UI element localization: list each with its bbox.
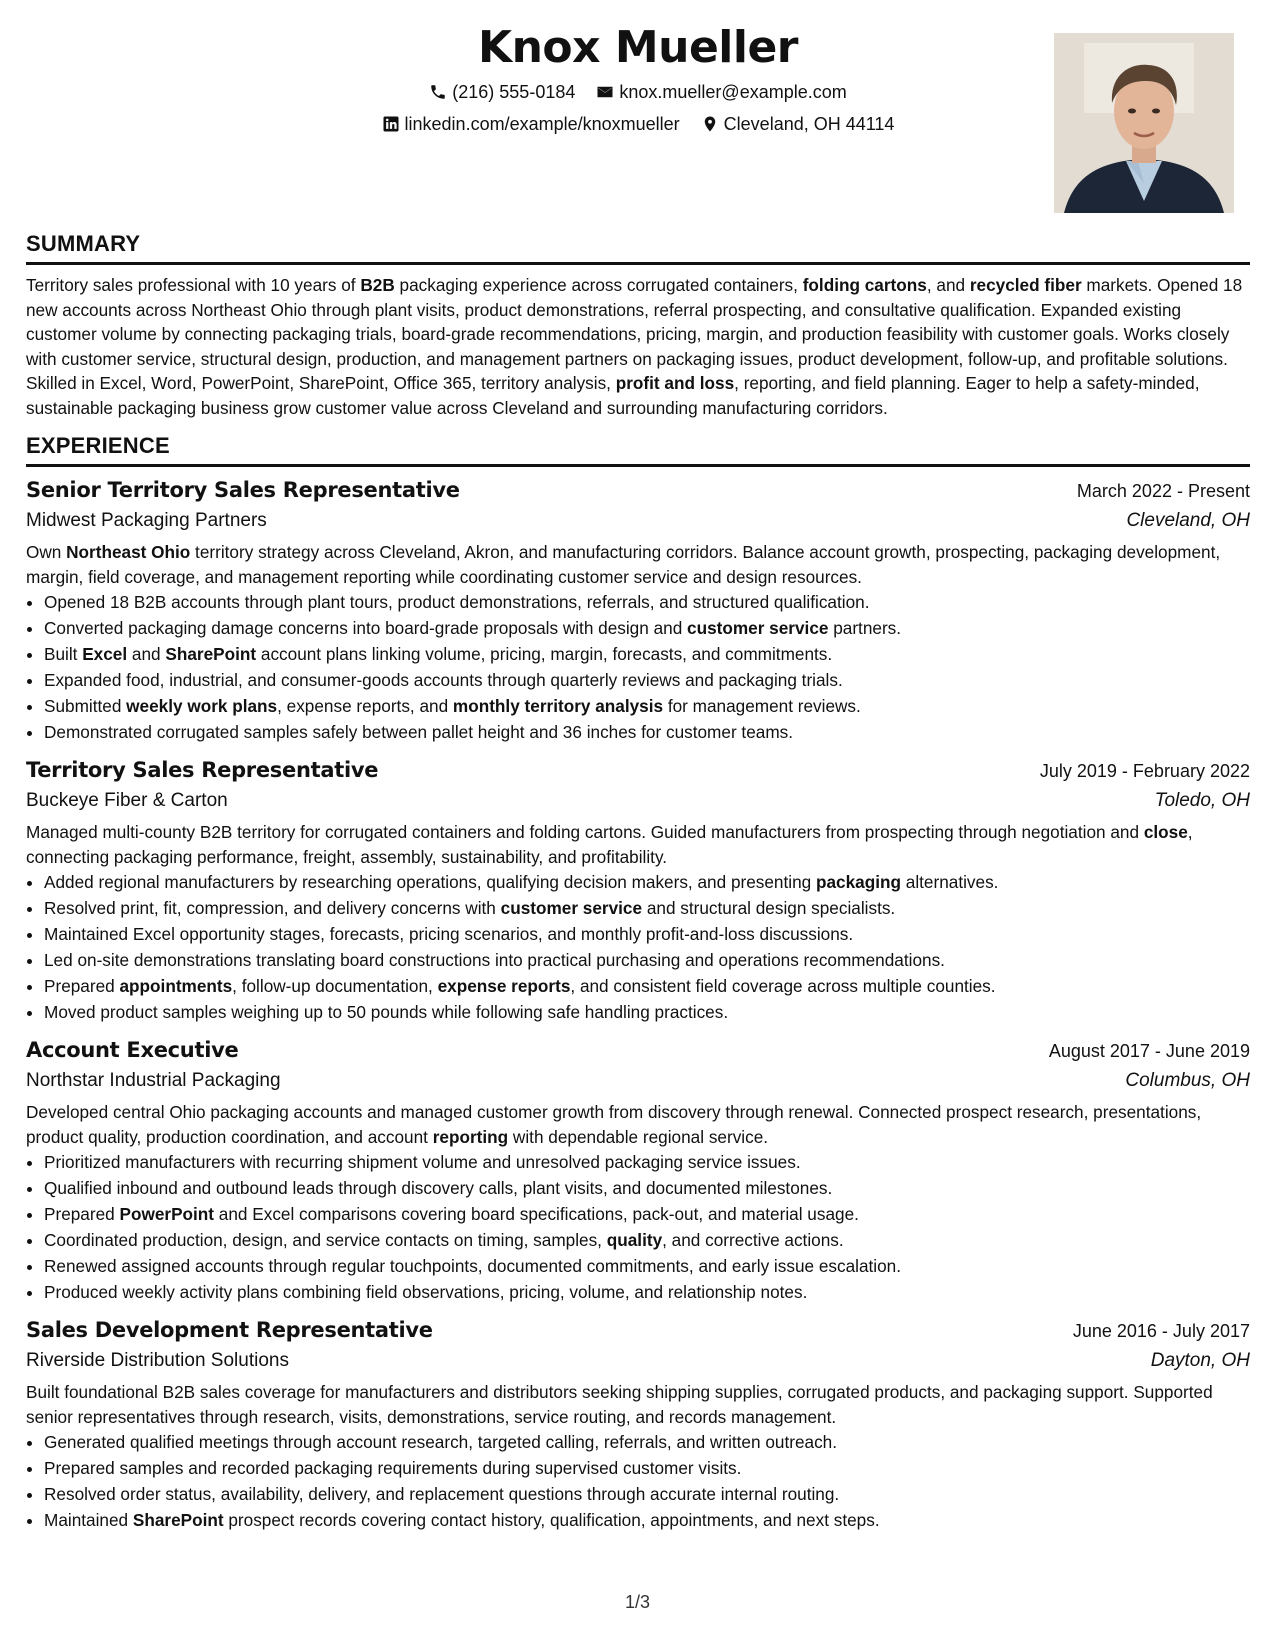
job-entry [26,1315,1250,1533]
job-bullets [26,1429,1250,1533]
bullet-item [44,589,1250,615]
bullet-item [44,667,1250,693]
emphasis-text: close [1143,822,1188,842]
emphasis-text: Northeast Ohio [66,542,191,562]
bullet-item [44,1507,1250,1533]
emphasis-text: customer service [687,618,829,638]
phone-icon [429,83,447,101]
job-entry [26,1035,1250,1305]
bullet-item [44,973,1250,999]
body-text: alternatives. [901,872,999,892]
emphasis-text: quality [606,1230,663,1250]
company-name: Northstar Industrial Packaging [26,1070,281,1091]
body-text: Maintained Excel opportunity stages, forecasts, pricing scenarios, and monthly profit-and-loss discussions. [44,924,854,944]
bullet-item [44,947,1250,973]
email-text: knox.mueller@example.com [619,82,847,102]
job-bullets [26,1149,1250,1305]
body-text: Led on-site demonstrations translating board constructions into practical purchasing and operations recommendations. [44,950,945,970]
body-text: Moved product samples weighing up to 50 pounds while following safe handling practices. [44,1002,729,1022]
emphasis-text: SharePoint [165,644,257,664]
body-text: account plans linking volume, pricing, margin, forecasts, and commitments. [256,644,833,664]
emphasis-text: PowerPoint [119,1204,215,1224]
summary-heading: SUMMARY [26,230,1250,265]
body-text: Demonstrated corrugated samples safely between pallet height and 36 inches for customer teams. [44,722,794,742]
body-text: territory strategy across Cleveland, Akron, and manufacturing corridors. Balance account growth, prospecting, packaging development, margin, field coverage, and management reporting while coordinating customer service and design resources. [26,542,1221,587]
body-text: Prioritized manufacturers with recurring shipment volume and unresolved packaging service issues. [44,1152,801,1172]
body-text: , follow-up documentation, [232,976,438,996]
body-text: Generated qualified meetings through account research, targeted calling, referrals, and written outreach. [44,1432,837,1452]
job-dates: July 2019 - February 2022 [1039,761,1250,781]
job-location: Columbus, OH [1125,1070,1250,1091]
location-contact [701,112,895,136]
body-text: Own [26,542,67,562]
body-text: Qualified inbound and outbound leads through discovery calls, plant visits, and documented milestones. [44,1178,833,1198]
resume-header [26,0,1250,218]
map-pin-icon [701,115,719,133]
bullet-item [44,869,1250,895]
job-entry [26,755,1250,1025]
bullet-item [44,921,1250,947]
emphasis-text: weekly work plans [126,696,278,716]
bullet-item [44,1429,1250,1455]
body-text: Managed multi-county B2B territory for corrugated containers and folding cartons. Guided manufacturers from prospecting through negotiation and [26,822,1144,842]
phone-contact[interactable] [429,80,575,104]
emphasis-text: appointments [119,976,233,996]
body-text: and Excel comparisons covering board specifications, pack-out, and material usage. [214,1204,859,1224]
experience-list [26,475,1250,1533]
body-text: Resolved print, fit, compression, and delivery concerns with [44,898,501,918]
emphasis-text: SharePoint [132,1510,224,1530]
linkedin-icon [382,115,400,133]
bullet-item [44,615,1250,641]
job-bullets [26,869,1250,1025]
envelope-icon [596,83,614,101]
email-contact[interactable] [596,80,846,104]
body-text: , and corrective actions. [662,1230,844,1250]
body-text: with dependable regional service. [508,1126,769,1147]
body-text: Expanded food, industrial, and consumer-goods accounts through quarterly reviews and packaging trials. [44,670,843,690]
emphasis-text: reporting [432,1126,509,1147]
body-text: Developed central Ohio packaging accounts and managed customer growth from discovery through renewal. Connected prospect research, presentations, product quality, production coordination, and account [26,1102,1202,1147]
body-text: and [127,644,166,664]
job-dates: August 2017 - June 2019 [1048,1041,1250,1061]
emphasis-text: expense reports [437,976,571,996]
bullet-item [44,1481,1250,1507]
body-text: Converted packaging damage concerns into board-grade proposals with design and [44,618,688,638]
body-text: packaging experience across corrugated containers, [394,275,803,295]
body-text: Renewed assigned accounts through regular touchpoints, documented commitments, and early issue escalation. [44,1256,901,1276]
body-text: Prepared samples and recorded packaging requirements during supervised customer visits. [44,1458,742,1478]
job-location: Toledo, OH [1154,790,1250,811]
candidate-name: Knox Mueller [477,22,798,73]
body-text: Built foundational B2B sales coverage for manufacturers and distributors seeking shipping supplies, corrugated products, and packaging support. Supported senior representatives through research, visits, demonstrations, service routing, and records management. [26,1382,1213,1427]
location-text: Cleveland, OH 44114 [723,114,895,134]
bullet-item [44,693,1250,719]
job-location: Cleveland, OH [1126,510,1250,531]
body-text: markets. Opened 18 new accounts across Northeast Ohio through plant visits, product demonstrations, referral prospecting, and consultative qualification. Expanded existing customer volume by connecting packaging trials, board-grade recommendations, pricing, margin, and production feasibility with customer goals. Works closely with customer service, structural design, production, and management partners on packaging issues, product development, follow-up, and profitable solutions. Skilled in Excel, Word, PowerPoint, SharePoint, Office 365, territory analysis, [26,275,1243,393]
company-name: Buckeye Fiber & Carton [26,790,228,811]
linkedin-text: linkedin.com/example/knoxmueller [404,114,680,134]
job-title: Account Executive [26,1038,239,1062]
profile-photo [1054,33,1234,213]
body-text: prospect records covering contact history, qualification, appointments, and next steps. [223,1510,880,1530]
experience-heading: EXPERIENCE [26,432,1250,467]
job-location: Dayton, OH [1150,1350,1250,1371]
body-text: Prepared [44,976,120,996]
body-text: Maintained [44,1510,133,1530]
bullet-item [44,719,1250,745]
job-description [26,1380,1250,1429]
body-text: , and consistent field coverage across multiple counties. [570,976,996,996]
body-text: , and [926,275,970,295]
page-indicator: 1/3 [624,1592,651,1612]
job-title: Senior Territory Sales Representative [26,478,460,502]
summary-text [26,273,1250,420]
body-text: Coordinated production, design, and service contacts on timing, samples, [44,1230,607,1250]
emphasis-text: customer service [500,898,643,918]
emphasis-text: Excel [82,644,128,664]
bullet-item [44,999,1250,1025]
body-text: Territory sales professional with 10 years of [26,275,361,295]
body-text: Prepared [44,1204,120,1224]
bullet-item [44,641,1250,667]
emphasis-text: profit and loss [615,373,735,393]
bullet-item [44,1149,1250,1175]
job-bullets [26,589,1250,745]
body-text: , expense reports, and [277,696,453,716]
body-text: Produced weekly activity plans combining field observations, pricing, volume, and relationship notes. [44,1282,808,1302]
body-text: and structural design specialists. [642,898,896,918]
job-entry [26,475,1250,745]
emphasis-text: B2B [360,275,395,295]
job-description [26,1100,1250,1149]
body-text: Resolved order status, availability, delivery, and replacement questions through accurate internal routing. [44,1484,840,1504]
company-name: Midwest Packaging Partners [26,510,267,531]
bullet-item [44,1175,1250,1201]
job-title: Territory Sales Representative [26,758,379,782]
body-text: for management reviews. [663,696,861,716]
emphasis-text: folding cartons [802,275,927,295]
job-title: Sales Development Representative [26,1318,433,1342]
body-text: Submitted [44,696,127,716]
phone-text: (216) 555-0184 [452,82,576,102]
emphasis-text: packaging [815,872,901,892]
emphasis-text: monthly territory analysis [452,696,664,716]
job-dates: March 2022 - Present [1076,481,1250,501]
body-text: , connecting packaging performance, freight, assembly, sustainability, and profitability. [26,822,1193,867]
body-text: Built [44,644,83,664]
bullet-item [44,1279,1250,1305]
body-text: partners. [828,618,902,638]
portrait-image [1054,33,1234,213]
job-dates: June 2016 - July 2017 [1072,1321,1250,1341]
body-text: , reporting, and field planning. Eager to help a safety-minded, sustainable packaging business grow customer value across Cleveland and surrounding manufacturing corridors. [26,373,1200,418]
bullet-item [44,1201,1250,1227]
bullet-item [44,1227,1250,1253]
job-description [26,540,1250,589]
company-name: Riverside Distribution Solutions [26,1350,289,1371]
body-text: Added regional manufacturers by researching operations, qualifying decision makers, and presenting [44,872,816,892]
bullet-item [44,1253,1250,1279]
bullet-item [44,1455,1250,1481]
linkedin-contact[interactable] [382,112,680,136]
emphasis-text: recycled fiber [969,275,1082,295]
job-description [26,820,1250,869]
body-text: Opened 18 B2B accounts through plant tours, product demonstrations, referrals, and structured qualification. [44,592,870,612]
resume-page [26,0,1250,1533]
bullet-item [44,895,1250,921]
